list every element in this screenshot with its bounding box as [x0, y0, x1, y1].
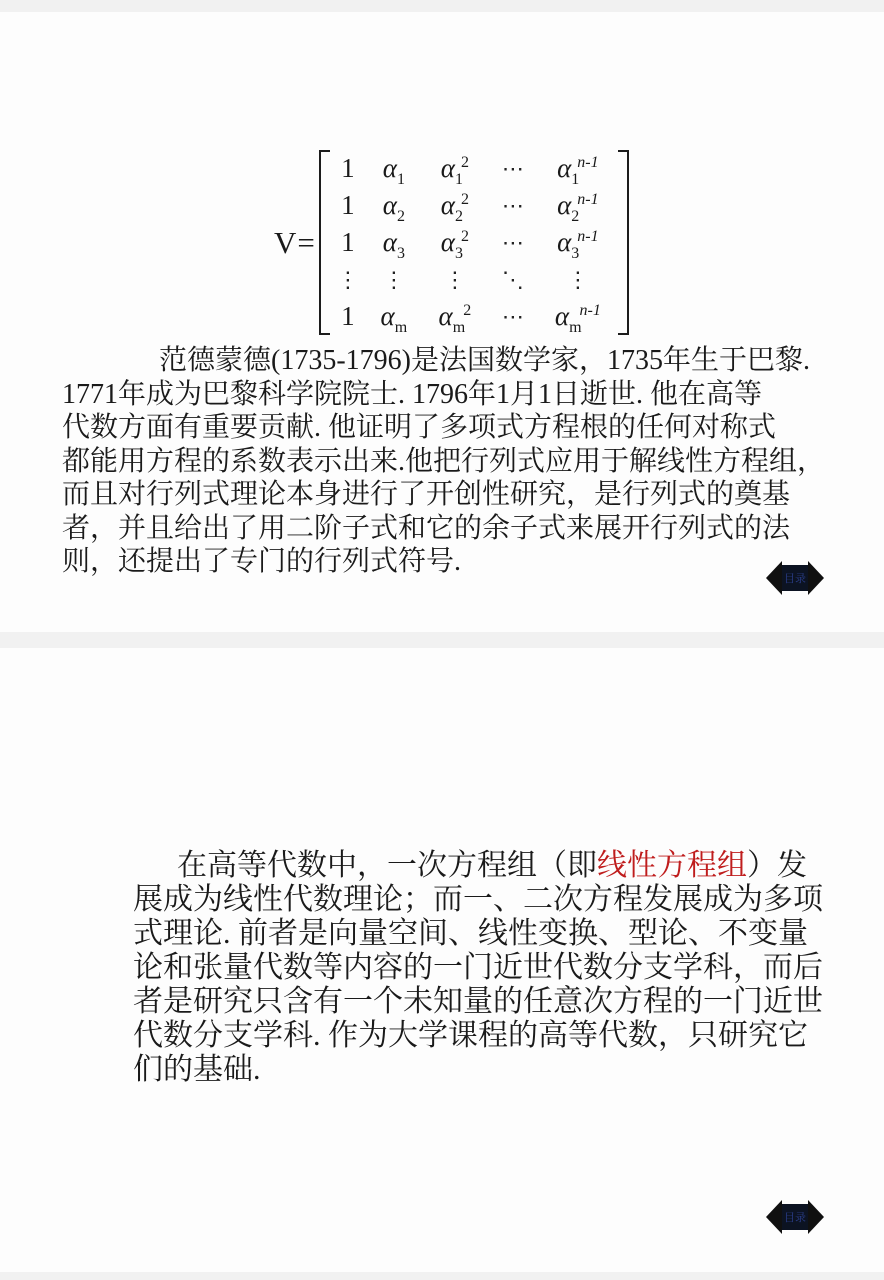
paragraph-line: 代数方面有重要贡献. 他证明了多项式方程根的任何对称式: [62, 412, 777, 443]
paragraph-line: 则，还提出了专门的行列式符号.: [62, 546, 462, 577]
nav-contents-button[interactable]: [766, 1200, 824, 1234]
paragraph-line: [133, 849, 823, 883]
paragraph-line: 者，并且给出了用二阶子式和它的余子式来展开行列式的法: [62, 512, 791, 544]
matrix-row: 1 $\alpha_m$ $\alpha_m^2$ ⋯ $\alpha_m^{n-1}$: [341, 301, 601, 336]
matrix-right-bracket: [618, 150, 629, 335]
text-segment: ）发: [747, 849, 807, 882]
paragraph-line: 都能用方程的系数表示出来.他把行列式应用于解线性方程组，: [62, 445, 826, 477]
paragraph-line: 式理论. 前者是向量空间、线性变换、型论、不变量: [133, 917, 808, 950]
paragraph-line: 1771年成为巴黎科学院院士. 1796年1月1日逝世. 他在高等: [62, 378, 763, 410]
matrix-row: 1 $\alpha_2$ $\alpha_2^2$ ⋯ $\alpha_2^{n-1}$: [341, 190, 599, 225]
matrix-row: 1 $\alpha_1$ $\alpha_1^2$ ⋯ $\alpha_1^{n-1}$: [341, 153, 599, 188]
vandermonde-matrix-formula: [274, 150, 629, 335]
matrix-left-bracket: [319, 150, 330, 335]
double-arrow-icon: [766, 561, 824, 595]
slide1-paragraph: [62, 344, 825, 579]
matrix-dots-row: ⋮ ⋮ ⋮ ⋱ ⋮: [336, 266, 589, 292]
highlighted-term: 线性方程组: [597, 849, 747, 882]
nav-contents-button[interactable]: [766, 561, 824, 595]
slide2-paragraph: [133, 849, 823, 1087]
text-segment: 在高等代数中，一次方程组（即: [177, 849, 597, 882]
nav-button-label: 目录: [784, 573, 806, 585]
paragraph-line: 论和张量代数等内容的一门近世代数分支学科，而后: [133, 951, 823, 984]
paragraph-line: 展成为线性代数理论；而一、二次方程发展成为多项: [133, 883, 823, 916]
paragraph-line: 者是研究只含有一个未知量的任意次方程的一门近世: [133, 985, 823, 1018]
matrix-row: 1 $\alpha_3$ $\alpha_3^2$ ⋯ $\alpha_3^{n-1}$: [341, 227, 599, 262]
nav-button-label: 目录: [784, 1212, 806, 1224]
vandermonde-matrix: [330, 150, 618, 335]
paragraph-line: 范德蒙德(1735-1796)是法国数学家，1735年生于巴黎.: [159, 345, 810, 376]
slide-page-2: [0, 648, 884, 1272]
paragraph-line: 而且对行列式理论本身进行了开创性研究，是行列式的奠基: [62, 479, 791, 510]
matrix-lhs-label: V=: [274, 224, 316, 260]
paragraph-line: 代数分支学科. 作为大学课程的高等代数，只研究它: [133, 1019, 808, 1052]
slide-page-1: [0, 12, 884, 632]
double-arrow-icon: [766, 1200, 824, 1234]
paragraph-line: 们的基础.: [133, 1053, 261, 1086]
